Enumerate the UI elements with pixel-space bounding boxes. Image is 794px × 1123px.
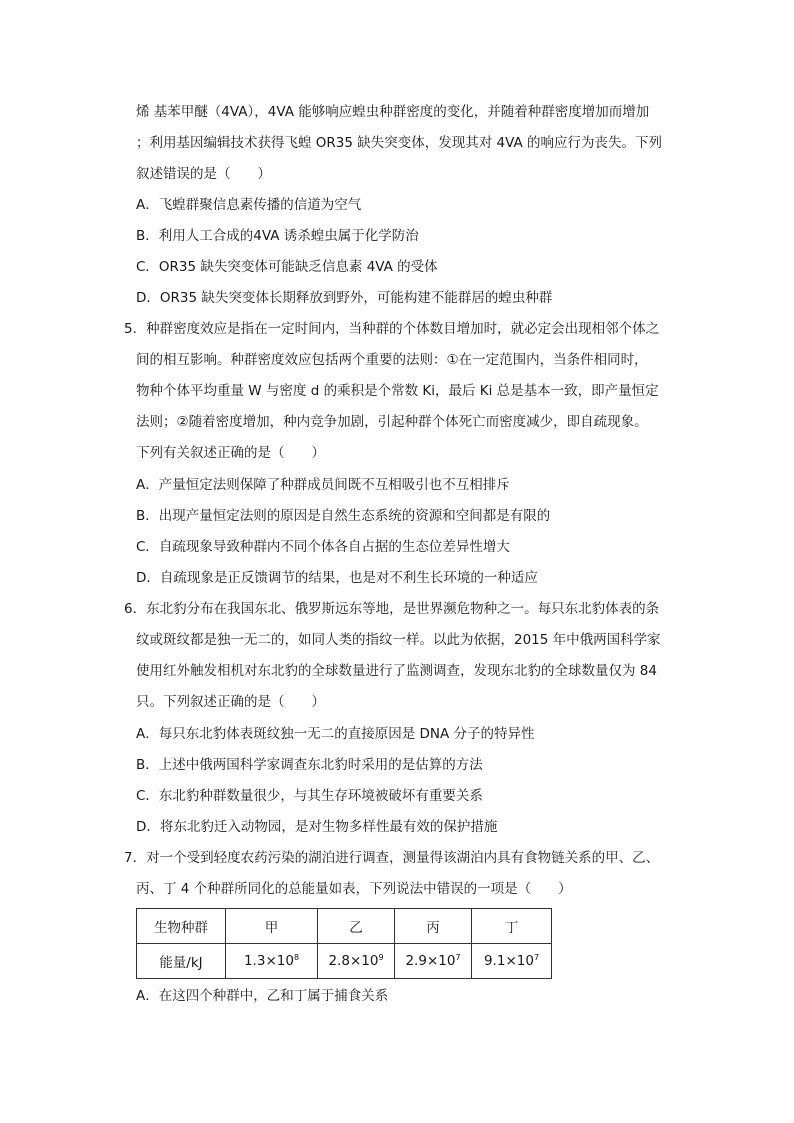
q6-line-1: 6．东北豹分布在我国东北、俄罗斯远东等地，是世界濒危物种之一。每只东北豹体表的条	[124, 601, 660, 617]
q7-line-2: 丙、丁 4 个种群所同化的总能量如表，下列说法中错误的一项是（ ）	[136, 881, 572, 897]
value-base: 1.3×10	[243, 953, 294, 969]
value-base: 2.8×10	[328, 953, 379, 969]
value-base: 9.1×10	[483, 953, 534, 969]
energy-table	[136, 908, 552, 979]
q4-line-2: ；利用基因编辑技术获得飞蝗 OR35 缺失突变体，发现其对 4VA 的响应行为丧失。下列	[136, 135, 663, 151]
table-row-label: 能量/kJ	[137, 944, 226, 979]
q4-line-1: 烯 基苯甲醚（4VA），4VA 能够响应蝗虫种群密度的变化，并随着种群密度增加而增加	[136, 104, 650, 120]
value-base: 2.9×10	[405, 953, 456, 969]
table-header-cell: 丙	[395, 909, 472, 944]
value-exponent: 7	[455, 953, 461, 962]
table-cell	[318, 944, 395, 979]
table-header-cell: 丁	[472, 909, 552, 944]
q4-option-b: B．利用人工合成的4VA 诱杀蝗虫属于化学防治	[136, 228, 419, 244]
table-header-row	[137, 909, 552, 944]
q6-line-3: 使用红外触发相机对东北豹的全球数量进行了监测调查，发现东北豹的全球数量仅为 84	[136, 663, 657, 679]
q5-line-3: 物种个体平均重量 W 与密度 d 的乘积是个常数 Ki，最后 Ki 总是基本一致，即产量恒定	[136, 383, 659, 399]
q5-line-5: 下列有关叙述正确的是（ ）	[136, 445, 325, 461]
q4-line-3: 叙述错误的是（ ）	[136, 166, 271, 182]
q5-line-2: 间的相互影响。种群密度效应包括两个重要的法则：①在一定范围内，当条件相同时，	[136, 352, 648, 368]
q6-option-b: B．上述中俄两国科学家调查东北豹时采用的是估算的方法	[136, 757, 483, 773]
q6-line-4: 只。下列叙述正确的是（ ）	[136, 694, 325, 710]
q7-line-1: 7．对一个受到轻度农药污染的湖泊进行调查，测量得该湖泊内具有食物链关系的甲、乙、	[124, 850, 660, 866]
q5-option-a: A．产量恒定法则保障了种群成员间既不互相吸引也不互相排斥	[136, 477, 510, 493]
q4-option-c: C．OR35 缺失突变体可能缺乏信息素 4VA 的受体	[136, 259, 438, 275]
value-exponent: 7	[533, 953, 540, 962]
q4-option-d: D．OR35 缺失突变体长期释放到野外，可能构建不能群居的蝗虫种群	[136, 290, 553, 306]
table-cell	[226, 944, 318, 979]
value-exponent: 8	[293, 953, 300, 962]
q5-option-d: D．自疏现象是正反馈调节的结果，也是对不利生长环境的一种适应	[136, 570, 538, 586]
table-cell	[395, 944, 472, 979]
q5-line-4: 法则；②随着密度增加，种内竞争加剧，引起种群个体死亡而密度减少，即自疏现象。	[136, 414, 648, 430]
q6-line-2: 纹或斑纹都是独一无二的，如同人类的指纹一样。以此为依据，2015 年中俄两国科学家	[136, 632, 661, 648]
q4-option-a: A．飞蝗群聚信息素传播的信道为空气	[136, 197, 362, 213]
value-exponent: 9	[378, 953, 384, 962]
table-cell	[472, 944, 552, 979]
table-header-cell: 生物种群	[137, 909, 226, 944]
q7-option-a: A．在这四个种群中，乙和丁属于捕食关系	[136, 988, 389, 1004]
q6-option-d: D．将东北豹迁入动物园，是对生物多样性最有效的保护措施	[136, 819, 498, 835]
q5-line-1: 5．种群密度效应是指在一定时间内，当种群的个体数目增加时，就必定会出现相邻个体之	[124, 321, 660, 337]
q6-option-c: C．东北豹种群数量很少，与其生存环境被破坏有重要关系	[136, 788, 483, 804]
table-header-cell: 乙	[318, 909, 395, 944]
q5-option-b: B．出现产量恒定法则的原因是自然生态系统的资源和空间都是有限的	[136, 508, 551, 524]
q5-option-c: C．自疏现象导致种群内不同个体各自占据的生态位差异性增大	[136, 539, 510, 555]
q6-option-a: A．每只东北豹体表斑纹独一无二的直接原因是 DNA 分子的特异性	[136, 726, 535, 742]
table-row	[137, 944, 552, 979]
table-header-cell: 甲	[226, 909, 318, 944]
